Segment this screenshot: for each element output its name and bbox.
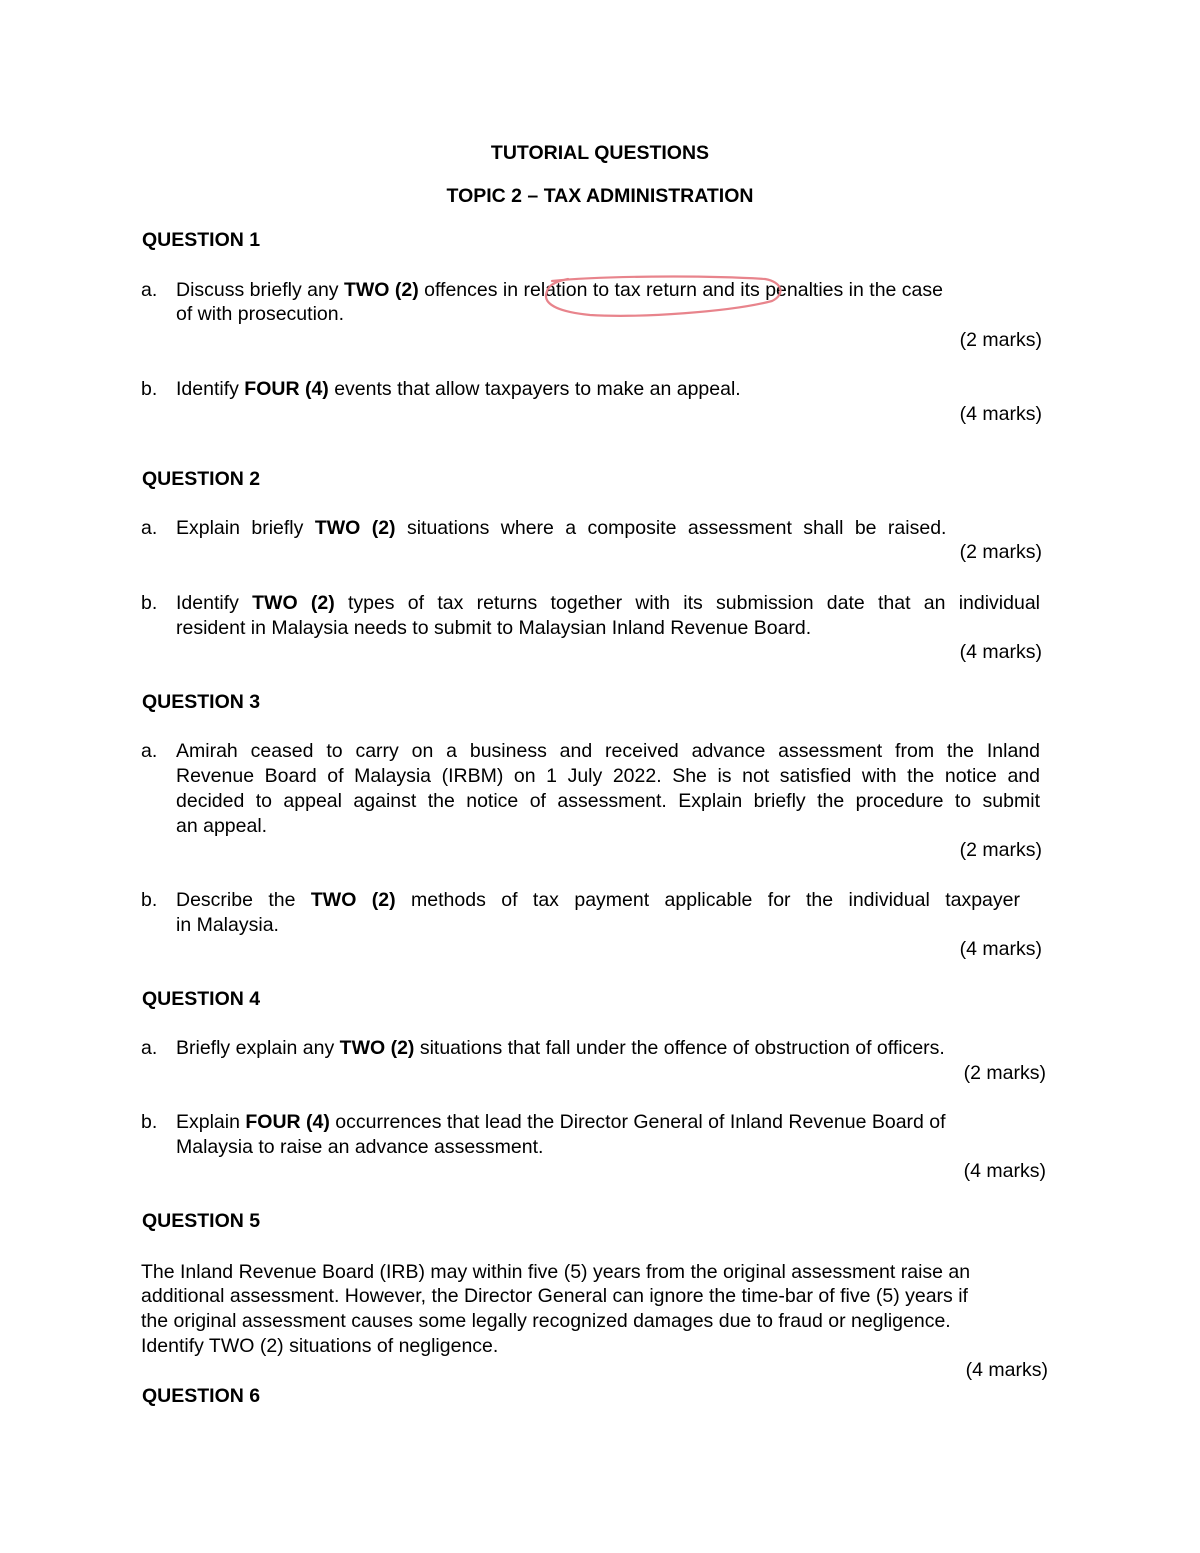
q2b-marks: (4 marks) — [959, 641, 1042, 663]
q5-text-line4: Identify TWO (2) situations of negligence. — [141, 1335, 499, 1357]
question-3-heading: QUESTION 3 — [142, 691, 261, 713]
q4a-text: Briefly explain any TWO (2) situations that fall under the offence of obstruction of officers. — [176, 1037, 945, 1059]
q3b-text: Describe the TWO (2) methods of tax payment applicable for the individual taxpayer — [176, 889, 1020, 911]
q5-text-line2: additional assessment. However, the Director General can ignore the time-bar of five (5) years if — [141, 1285, 968, 1307]
q4a-letter: a. — [141, 1037, 158, 1059]
q3b-marks: (4 marks) — [959, 938, 1042, 960]
q3b-text-line2: in Malaysia. — [176, 914, 279, 936]
topic-title: TOPIC 2 – TAX ADMINISTRATION — [446, 185, 754, 207]
q4b-letter: b. — [141, 1111, 158, 1133]
q3a-letter: a. — [141, 740, 158, 762]
pen-circle-stroke — [546, 277, 781, 316]
q2b-text-line2: resident in Malaysia needs to submit to Malaysian Inland Revenue Board. — [176, 617, 812, 639]
q2a-marks: (2 marks) — [959, 541, 1042, 563]
q4b-text-line2: Malaysia to raise an advance assessment. — [176, 1136, 544, 1158]
q4b-text: Explain FOUR (4) occurrences that lead the Director General of Inland Revenue Board of — [176, 1111, 946, 1133]
q5-text-line1: The Inland Revenue Board (IRB) may within five (5) years from the original assessment raise an — [141, 1261, 971, 1283]
q3a-marks: (2 marks) — [959, 839, 1042, 861]
q1a-marks: (2 marks) — [959, 329, 1042, 351]
q1a-text-line2: of with prosecution. — [176, 303, 345, 325]
q4a-marks: (2 marks) — [963, 1062, 1046, 1084]
q3a-text-line1: Amirah ceased to carry on a business and received advance assessment from the Inland — [176, 740, 1040, 762]
q3b-letter: b. — [141, 889, 158, 911]
q3a-text-line4: an appeal. — [176, 815, 268, 837]
q1b-text: Identify FOUR (4) events that allow taxpayers to make an appeal. — [176, 378, 741, 400]
question-1-heading: QUESTION 1 — [142, 229, 261, 251]
q1b-letter: b. — [141, 378, 158, 400]
q1a-letter: a. — [141, 279, 158, 301]
question-5-heading: QUESTION 5 — [142, 1210, 261, 1232]
q5-marks: (4 marks) — [965, 1359, 1048, 1381]
question-6-heading: QUESTION 6 — [142, 1385, 261, 1407]
q2b-letter: b. — [141, 592, 158, 614]
q5-text-line3: the original assessment causes some legally recognized damages due to fraud or negligence. — [141, 1310, 951, 1332]
question-4-heading: QUESTION 4 — [142, 988, 261, 1010]
q2a-text: Explain briefly TWO (2) situations where a composite assessment shall be raised. — [176, 517, 947, 539]
question-2-heading: QUESTION 2 — [142, 468, 261, 490]
q3a-text-line3: decided to appeal against the notice of assessment. Explain briefly the procedure to submit — [176, 790, 1040, 812]
q2a-letter: a. — [141, 517, 158, 539]
q3a-text-line2: Revenue Board of Malaysia (IRBM) on 1 July 2022. She is not satisfied with the notice and — [176, 765, 1040, 787]
document-title: TUTORIAL QUESTIONS — [490, 142, 710, 164]
q1b-marks: (4 marks) — [959, 403, 1042, 425]
q4b-marks: (4 marks) — [963, 1160, 1046, 1182]
q1a-text: Discuss briefly any TWO (2) offences in relation to tax return and its penalties in the case — [176, 279, 943, 301]
q2b-text: Identify TWO (2) types of tax returns together with its submission date that an individual — [176, 592, 1041, 614]
